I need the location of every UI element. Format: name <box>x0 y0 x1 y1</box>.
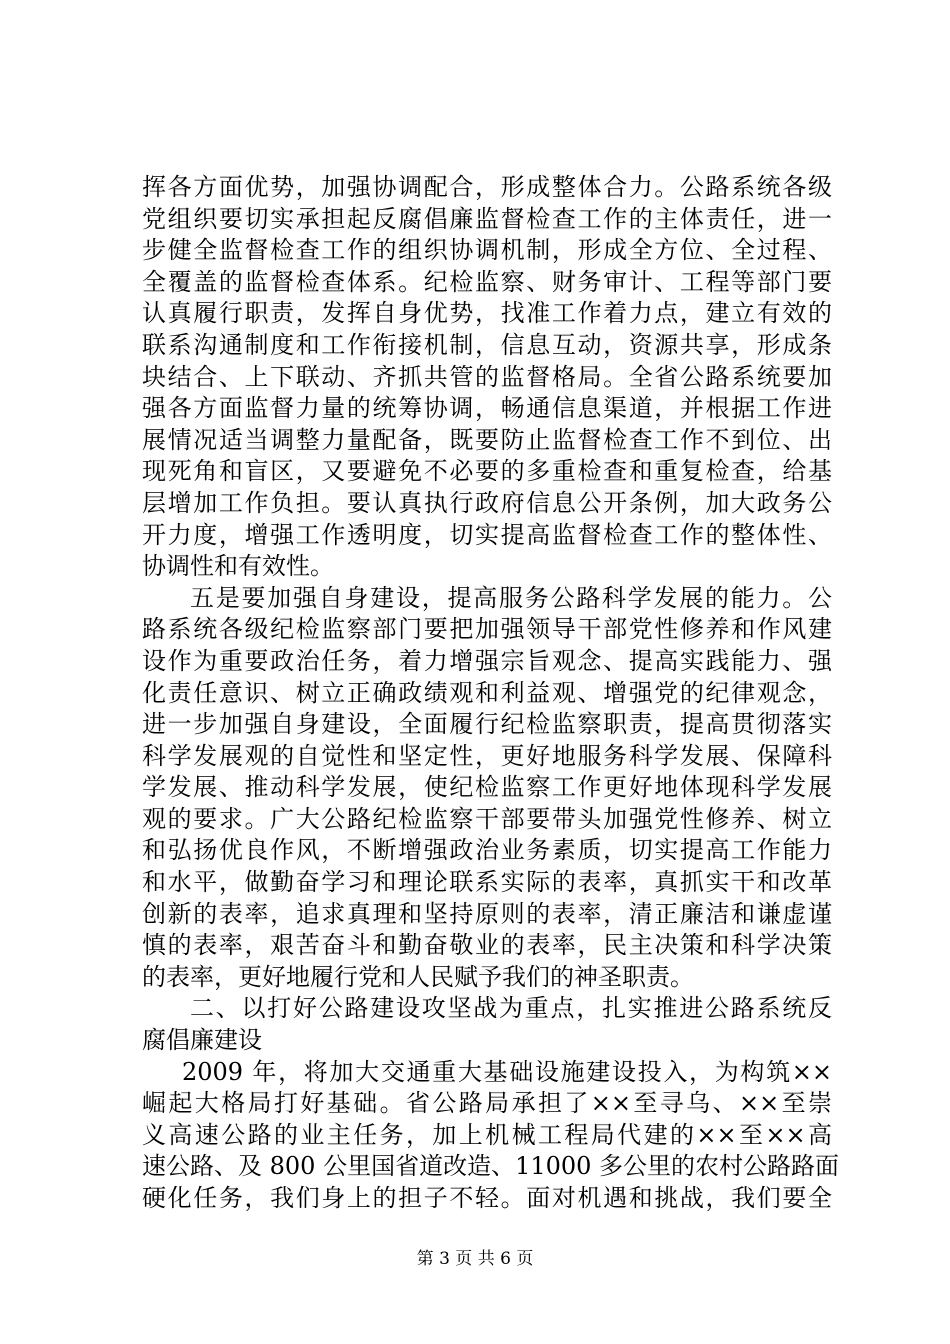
text-line: 联系沟通制度和工作衔接机制，信息互动，资源共享，形成条 <box>142 330 832 359</box>
text-line: 和弘扬优良作风，不断增强政治业务素质，切实提高工作能力 <box>142 836 832 865</box>
text-line: 和水平，做勤奋学习和理论联系实际的表率，真抓实干和改革 <box>142 868 832 897</box>
text-line: 展情况适当调整力量配备，既要防止监督检查工作不到位、出 <box>142 425 832 454</box>
text-line: 认真履行职责，发挥自身优势，找准工作着力点，建立有效的 <box>142 299 832 328</box>
text-line: 速公路、及 800 公里国省道改造、11000 多公里的农村公路路面 <box>142 1152 840 1181</box>
text-line: 步健全监督检查工作的组织协调机制，形成全方位、全过程、 <box>142 236 832 265</box>
text-line: 的表率，更好地履行党和人民赋予我们的神圣职责。 <box>142 962 694 991</box>
text-line: 化责任意识、树立正确政绩观和利益观、增强党的纪律观念， <box>142 678 832 707</box>
text-line: 开力度，增强工作透明度，切实提高监督检查工作的整体性、 <box>142 520 832 549</box>
text-line: 挥各方面优势，加强协调配合，形成整体合力。公路系统各级 <box>142 173 832 201</box>
text-line: 硬化任务，我们身上的担子不轻。面对机遇和挑战，我们要全 <box>142 1184 832 1212</box>
text-line: 党组织要切实承担起反腐倡廉监督检查工作的主体责任，进一 <box>142 204 832 233</box>
document-body <box>142 172 840 1215</box>
text-line: 块结合、上下联动、齐抓共管的监督格局。全省公路系统要加 <box>142 362 832 391</box>
paragraph-first-line: 五是要加强自身建设，提高服务公路科学发展的能力。公 <box>190 583 832 612</box>
paragraph-first-line: 2009 年，将加大交通重大基础设施建设投入，为构筑×× <box>182 1057 832 1086</box>
text-line: 科学发展观的自觉性和坚定性，更好地服务科学发展、保障科 <box>142 741 832 770</box>
text-line: 层增加工作负担。要认真执行政府信息公开条例，加大政务公 <box>142 488 832 517</box>
text-line: 协调性和有效性。 <box>142 552 334 581</box>
text-line: 现死角和盲区，又要避免不必要的多重检查和重复检查，给基 <box>142 457 832 486</box>
text-line: 观的要求。广大公路纪检监察干部要带头加强党性修养、树立 <box>142 804 832 833</box>
section-heading-line: 腐倡廉建设 <box>142 1026 262 1055</box>
page-number-footer: 第 3 页 共 6 页 <box>416 1249 534 1269</box>
text-line: 学发展、推动科学发展，使纪检监察工作更好地体现科学发展 <box>142 773 832 802</box>
text-line: 慎的表率，艰苦奋斗和勤奋敬业的表率，民主决策和科学决策 <box>142 931 832 960</box>
text-line: 义高速公路的业主任务，加上机械工程局代建的××至××高 <box>142 1120 832 1149</box>
section-heading-line: 二、以打好公路建设攻坚战为重点，扎实推进公路系统反 <box>190 994 832 1023</box>
text-line: 强各方面监督力量的统筹协调，畅通信息渠道，并根据工作进 <box>142 394 832 423</box>
text-line: 全覆盖的监督检查体系。纪检监察、财务审计、工程等部门要 <box>142 267 832 296</box>
text-line: 崛起大格局打好基础。省公路局承担了××至寻乌、××至崇 <box>142 1089 832 1118</box>
text-line: 路系统各级纪检监察部门要把加强领导干部党性修养和作风建 <box>142 615 832 644</box>
text-line: 创新的表率，追求真理和坚持原则的表率，清正廉洁和谦虚谨 <box>142 899 832 928</box>
text-line: 进一步加强自身建设，全面履行纪检监察职责，提高贯彻落实 <box>142 710 832 739</box>
text-line: 设作为重要政治任务，着力增强宗旨观念、提高实践能力、强 <box>142 646 832 675</box>
